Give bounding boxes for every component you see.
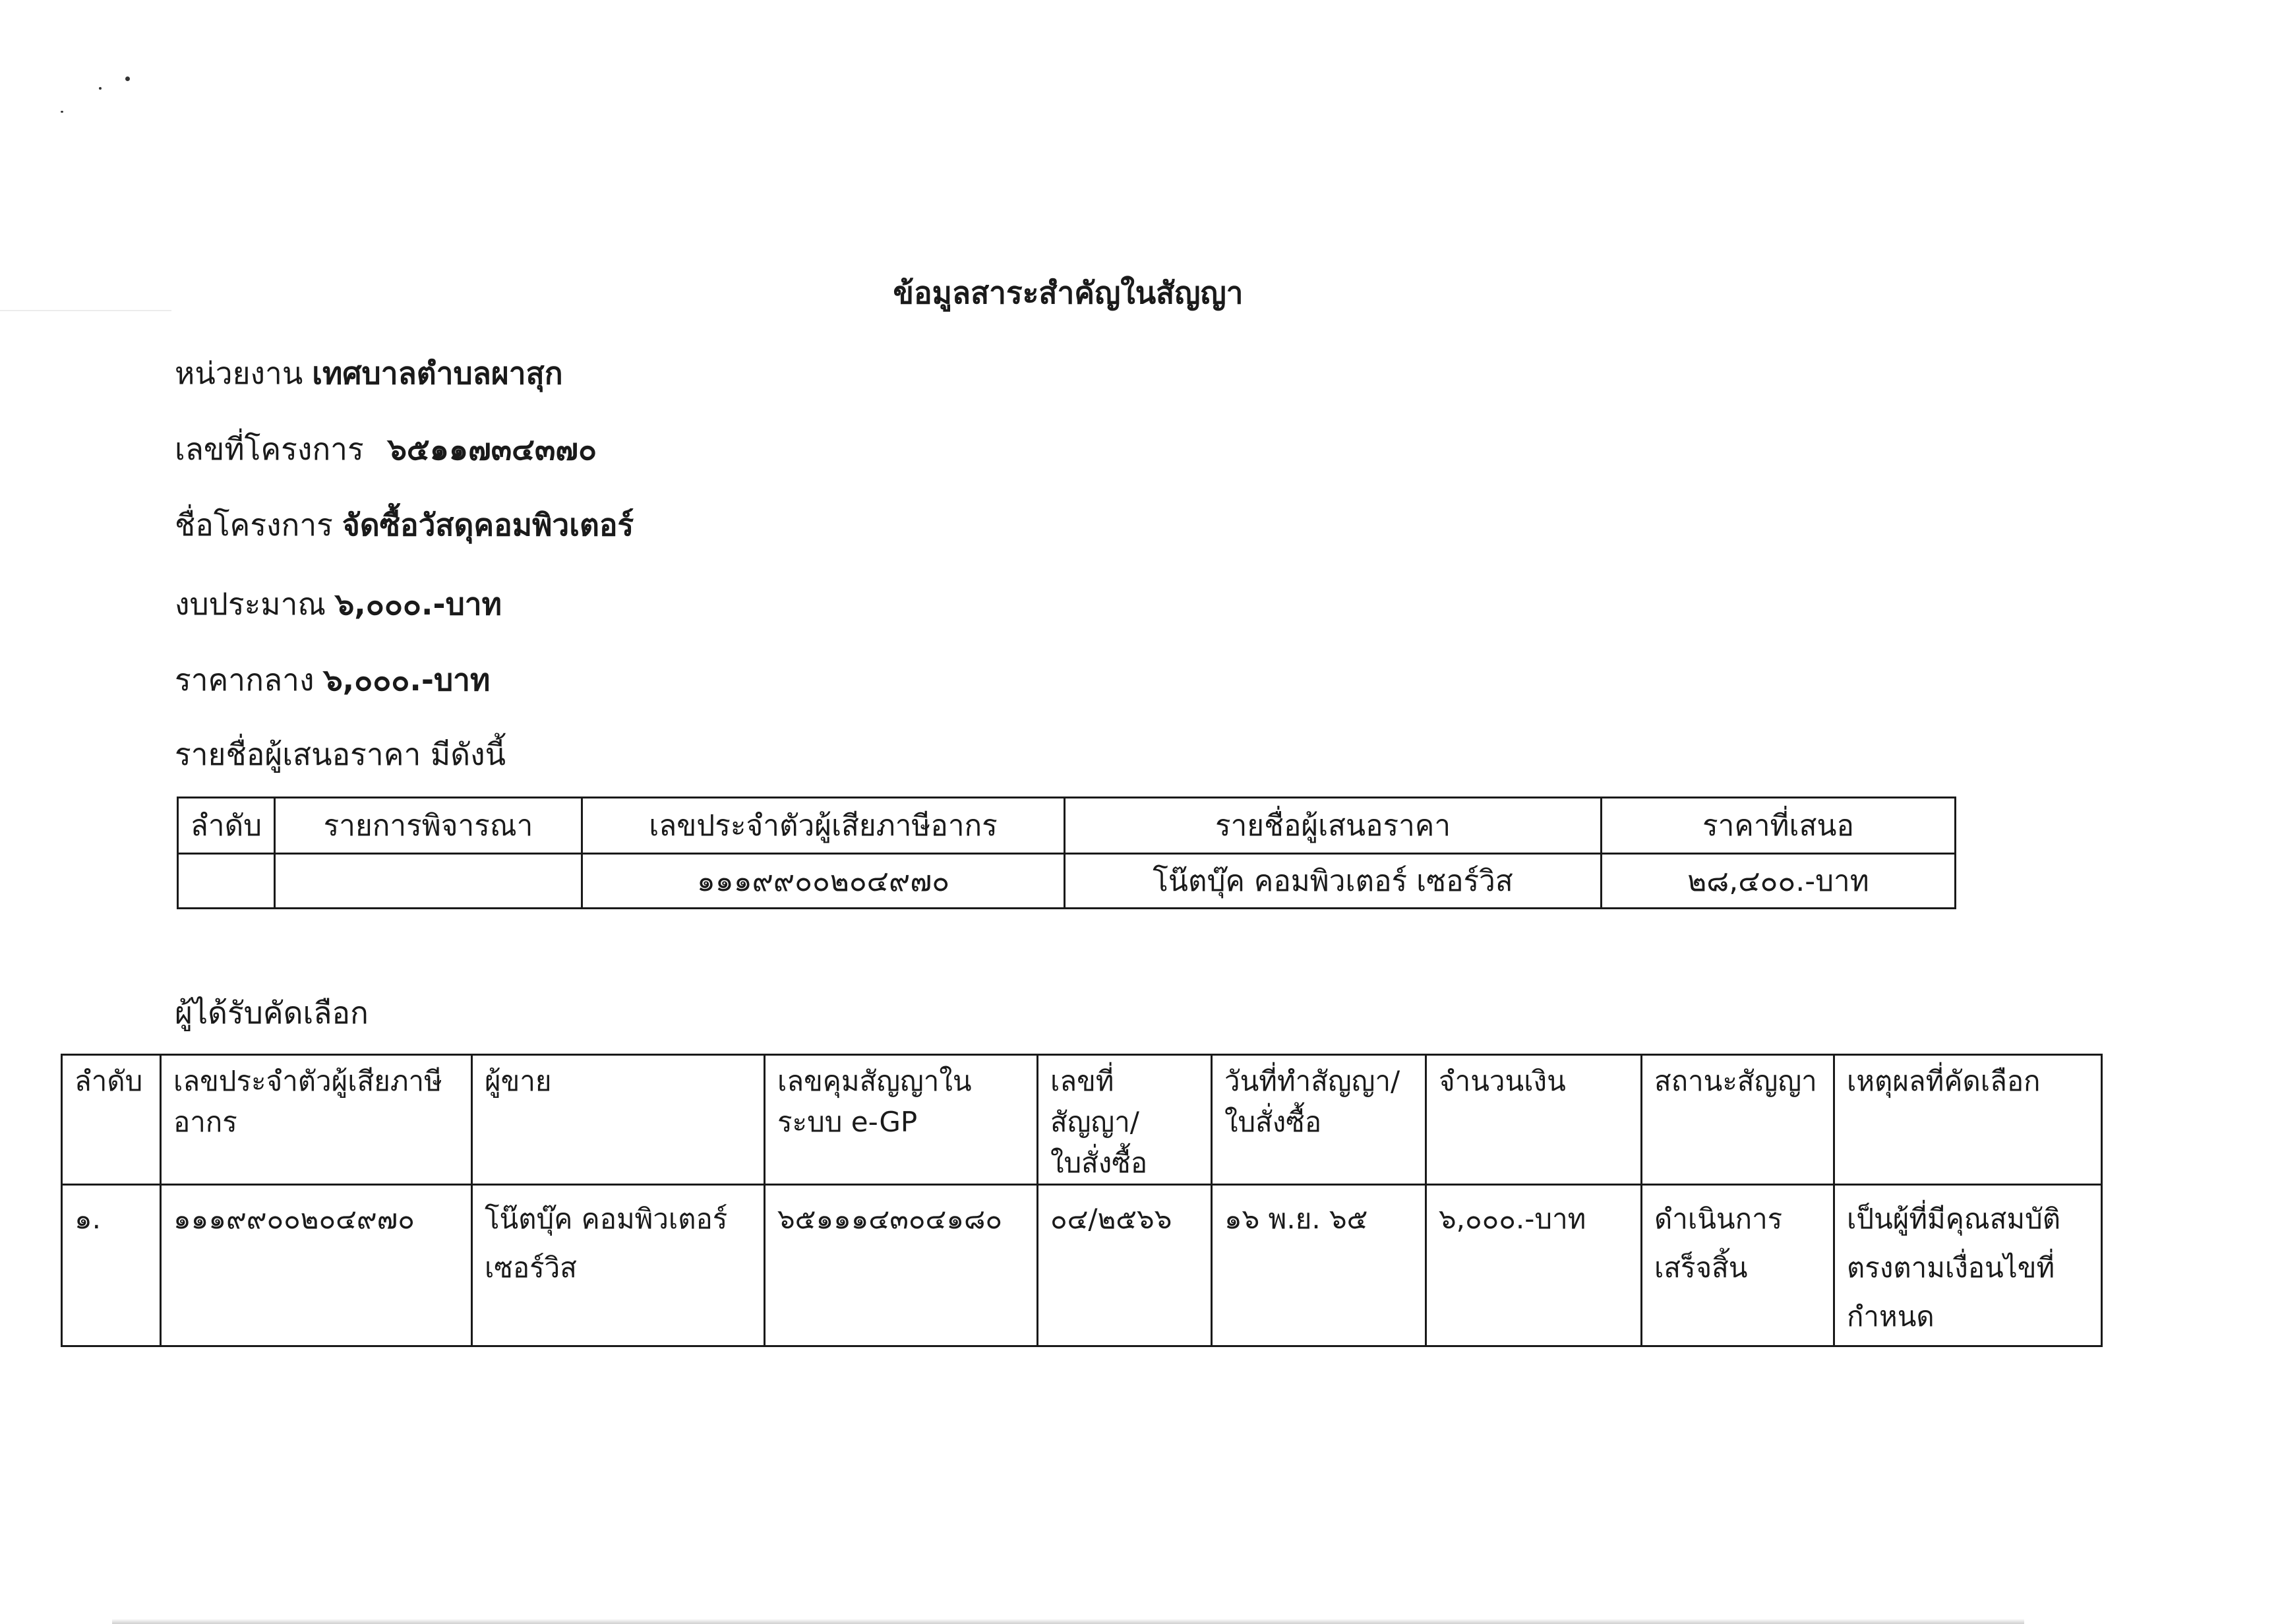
project-name-label: ชื่อโครงการ [175,507,333,543]
cell-selection-reason: เป็นผู้ที่มีคุณสมบัติตรงตามเงื่อนไขที่กำหนด [1834,1185,2102,1346]
cell-egp-number: ๖๕๑๑๑๔๓๐๔๑๘๐ [765,1185,1038,1346]
cell-amount: ๖,๐๐๐.-บาท [1426,1185,1642,1346]
header-cell-order: ลำดับ [178,798,275,854]
selected-heading: ผู้ได้รับคัดเลือก [175,995,369,1031]
project-number-line [175,425,597,473]
header-cell-contract-number: เลขที่สัญญา/ใบสั่งซื้อ [1038,1055,1212,1185]
header-cell-consideration: รายการพิจารณา [275,798,582,854]
header-cell-egp-number: เลขคุมสัญญาในระบบ e-GP [765,1055,1038,1185]
bidders-heading: รายชื่อผู้เสนอราคา มีดังนี้ [175,737,506,772]
document-title: ข้อมูลสาระสำคัญในสัญญา [893,275,1244,311]
cell-tax-id: ๑๑๑๙๙๐๐๒๐๔๙๗๐ [582,854,1065,909]
cell-seller: โน๊ตบุ๊ค คอมพิวเตอร์ เซอร์วิส [472,1185,765,1346]
project-name-value: จัดซื้อวัสดุคอมพิวเตอร์ [342,507,634,543]
cell-contract-date: ๑๖ พ.ย. ๖๕ [1212,1185,1426,1346]
header-cell-amount: จำนวนเงิน [1426,1055,1642,1185]
project-name-line [175,501,634,549]
header-cell-contract-date: วันที่ทำสัญญา/ใบสั่งซื้อ [1212,1055,1426,1185]
scan-bottom-edge [112,1619,2024,1624]
table-header-row [62,1055,2102,1185]
cell-tax-id: ๑๑๑๙๙๐๐๒๐๔๙๗๐ [161,1185,472,1346]
bidders-table [177,797,1956,909]
budget-value: ๖,๐๐๐.-บาท [335,586,502,622]
cell-order [178,854,275,909]
table-row [178,854,1956,909]
cell-order: ๑. [62,1185,161,1346]
cell-contract-status: ดำเนินการเสร็จสิ้น [1642,1185,1834,1346]
project-number-value: ๖๕๑๑๗๓๔๓๗๐ [387,431,597,467]
budget-label: งบประมาณ [175,586,326,622]
project-number-label: เลขที่โครงการ [175,431,364,467]
header-cell-selection-reason: เหตุผลที่คัดเลือก [1834,1055,2102,1185]
header-cell-seller: ผู้ขาย [472,1055,765,1185]
header-cell-tax-id: เลขประจำตัวผู้เสียภาษีอากร [582,798,1065,854]
agency-value: เทศบาลตำบลผาสุก [312,355,563,391]
header-cell-contract-status: สถานะสัญญา [1642,1055,1834,1185]
agency-label: หน่วยงาน [175,355,303,391]
cell-consideration [275,854,582,909]
cell-offered-price: ๒๘,๔๐๐.-บาท [1602,854,1956,909]
header-cell-bidder-name: รายชื่อผู้เสนอราคา [1065,798,1602,854]
scan-speck [125,76,130,81]
header-cell-order: ลำดับ [62,1055,161,1185]
median-price-value: ๖,๐๐๐.-บาท [323,662,491,698]
scan-speck [61,111,63,113]
table-row [62,1185,2102,1346]
budget-line [175,580,502,628]
table-header-row [178,798,1956,854]
header-cell-tax-id: เลขประจำตัวผู้เสียภาษีอากร [161,1055,472,1185]
cell-bidder-name: โน๊ตบุ๊ค คอมพิวเตอร์ เซอร์วิส [1065,854,1602,909]
cell-contract-number: ๐๔/๒๕๖๖ [1038,1185,1212,1346]
selected-vendor-table [61,1054,2103,1347]
median-price-label: ราคากลาง [175,662,315,698]
header-cell-offered-price: ราคาที่เสนอ [1602,798,1956,854]
agency-line [175,349,563,398]
scan-speck [99,87,102,90]
median-price-line [175,656,490,704]
